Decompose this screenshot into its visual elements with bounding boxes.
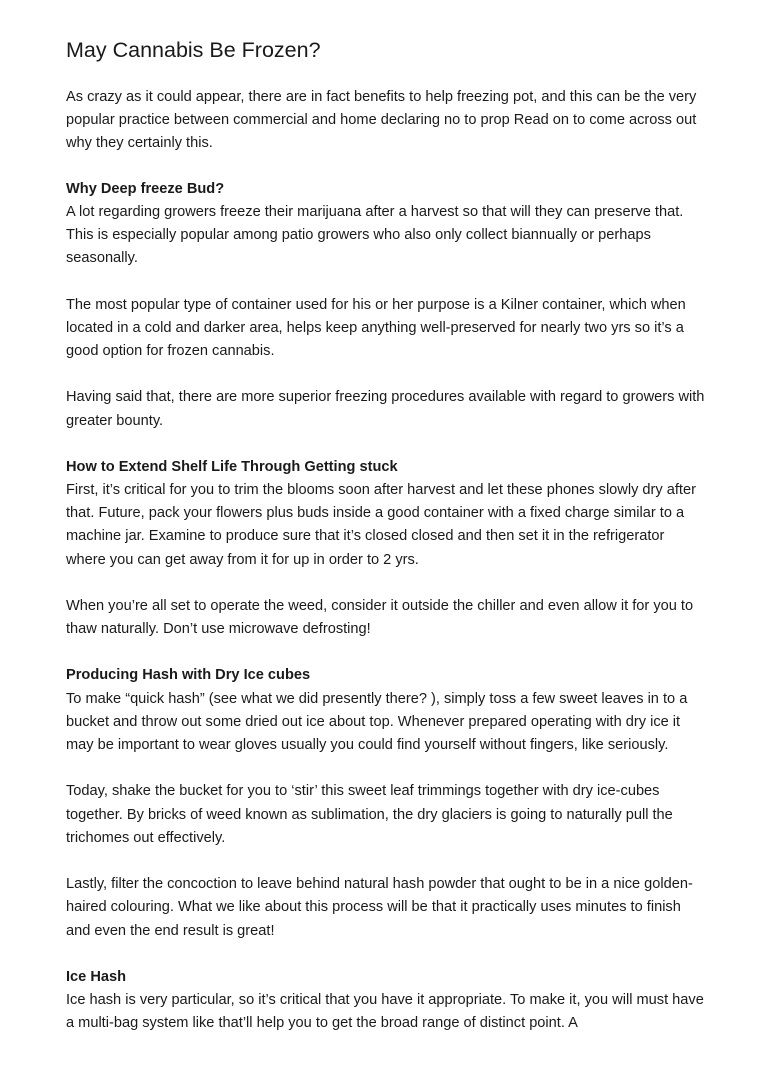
paragraph: Ice hash is very particular, so it’s critical that you have it appropriate. To make it, you will must have a multi-bag system like that’ll help you to get the broad range of distinct point. A <box>66 992 704 1032</box>
section-ice-hash <box>66 966 706 1036</box>
section-extend-shelf-life <box>66 456 706 642</box>
intro-paragraph: As crazy as it could appear, there are in fact benefits to help freezing pot, and this can be the very popular practice between commercial and home declaring no to prop Read on to come across out why they certainly this. <box>66 89 697 152</box>
section-heading: Ice Hash <box>66 968 127 985</box>
section-heading: Why Deep freeze Bud? <box>66 180 225 197</box>
section-hash-dry-ice <box>66 664 706 942</box>
section-why-deep-freeze <box>66 178 706 433</box>
section-heading: How to Extend Shelf Life Through Getting stuck <box>66 458 398 475</box>
document-title: May Cannabis Be Frozen? <box>66 38 321 62</box>
section-heading: Producing Hash with Dry Ice cubes <box>66 667 311 684</box>
paragraph: When you’re all set to operate the weed, consider it outside the chiller and even allow it for you to thaw naturally. Don’t use microwave defrosting! <box>66 598 694 638</box>
paragraph: A lot regarding growers freeze their marijuana after a harvest so that will they can preserve that. This is especially popular among patio growers who also only collect biannually or perhaps seasonally. <box>66 203 684 267</box>
paragraph: Lastly, filter the concoction to leave behind natural hash powder that ought to be in a nice golden-haired colouring. What we like about this process will be that it practically uses minutes to finish and even the end result is great! <box>66 876 693 939</box>
paragraph: First, it’s critical for you to trim the blooms soon after harvest and let these phones slowly dry after that. Future, pack your flowers plus buds inside a good container with a fixed charge similar to a machine jar. Examine to produce sure that it’s closed closed and then set it in the refrigerator where you can get away from it for up in order to 2 yrs. <box>66 482 696 568</box>
paragraph: Today, shake the bucket for you to ‘stir’ this sweet leaf trimmings together with dry ice-cubes together. By bricks of weed known as sublimation, the dry glaciers is going to naturally pull the trichomes out effectively. <box>66 783 673 846</box>
paragraph: Having said that, there are more superior freezing procedures available with regard to growers with greater bounty. <box>66 389 705 429</box>
paragraph: The most popular type of container used for his or her purpose is a Kilner container, which when located in a cold and darker area, helps keep anything well-preserved for nearly two yrs so it’s a good option for frozen cannabis. <box>66 296 686 360</box>
paragraph: To make “quick hash” (see what we did presently there? ), simply toss a few sweet leaves in to a bucket and throw out some dried out ice about top. Whenever prepared operating with dry ice it may be important to wear gloves usually you could find yourself without fingers, like seriously. <box>66 690 688 754</box>
document-page <box>66 36 706 1058</box>
